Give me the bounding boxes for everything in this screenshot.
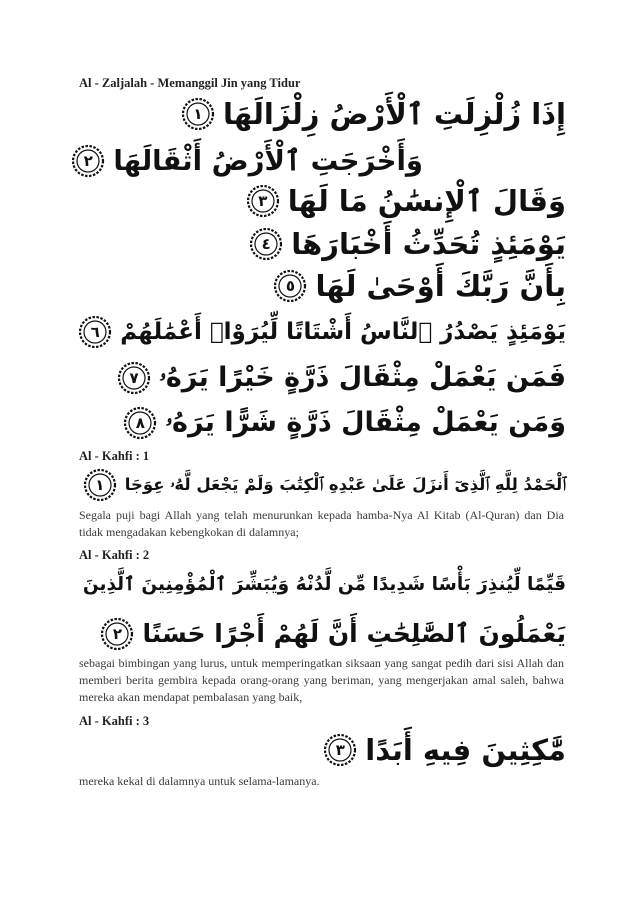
verse-number-marker: ١	[83, 468, 117, 502]
verse-line-8	[123, 401, 566, 445]
verse-text: وَقَالَ ٱلْإِنسَٰنُ مَا لَهَا	[287, 184, 566, 218]
verse-text: يَوْمَئِذٍ يَصْدُرُ ٱلنَّاسُ أَشْتَاتًا لِّيُرَوْا۟ أَعْمَٰلَهُمْ	[120, 319, 566, 345]
section-heading-kahfi-3: Al - Kahfi : 3	[79, 714, 150, 728]
verse-text: مَّٰكِثِينَ فِيهِ أَبَدًا	[365, 733, 566, 767]
section-heading-kahfi-1: Al - Kahfi : 1	[79, 449, 150, 463]
kahfi-2-arabic-line-1	[83, 563, 566, 607]
verse-number-marker: ٢	[71, 144, 105, 178]
verse-text: يَوْمَئِذٍ تُحَدِّثُ أَخْبَارَهَا	[291, 227, 566, 261]
verse-number-marker: ٢	[100, 617, 134, 651]
verse-line-6	[78, 310, 566, 354]
verse-line-1	[181, 92, 566, 136]
verse-number-marker: ١	[181, 97, 215, 131]
verse-number-marker: ٤	[249, 227, 283, 261]
verse-text: بِأَنَّ رَبَّكَ أَوْحَىٰ لَهَا	[315, 269, 566, 303]
verse-text: قَيِّمًا لِّيُنذِرَ بَأْسًا شَدِيدًا مِّن لَّدُنْهُ وَيُبَشِّرَ ٱلْمُؤْمِنِينَ ٱلَّذِينَ	[82, 574, 566, 595]
verse-line-2	[71, 139, 423, 183]
verse-number-marker: ٥	[273, 269, 307, 303]
section-heading-kahfi-2: Al - Kahfi : 2	[79, 548, 150, 562]
kahfi-3-arabic	[323, 728, 566, 772]
kahfi-2-arabic-line-2	[100, 612, 566, 656]
verse-text: يَعْمَلُونَ ٱلصَّٰلِحَٰتِ أَنَّ لَهُمْ أَجْرًا حَسَنًا	[142, 619, 566, 648]
verse-number-marker: ٨	[123, 406, 157, 440]
verse-line-3	[246, 179, 566, 223]
section-heading-zaljalah: Al - Zaljalah - Memanggil Jin yang Tidur	[79, 76, 301, 90]
verse-line-7	[117, 356, 566, 400]
verse-number-marker: ٦	[78, 315, 112, 349]
verse-text: وَمَن يَعْمَلْ مِثْقَالَ ذَرَّةٍ شَرًّا يَرَهُۥ	[165, 407, 566, 438]
verse-number-marker: ٣	[246, 184, 280, 218]
verse-number-marker: ٧	[117, 361, 151, 395]
kahfi-3-translation: mereka kekal di dalamnya untuk selama-lamanya.	[79, 774, 320, 788]
verse-line-4	[249, 222, 566, 266]
kahfi-2-translation: sebagai bimbingan yang lurus, untuk memperingatkan siksaan yang sangat pedih dari sisi Allah dan memberi berita gembira kepada orang-orang yang beriman, yang mengerjakan amal saleh, bahwa mereka akan mendapat pembalasan yang baik,	[79, 656, 564, 704]
verse-text: إِذَا زُلْزِلَتِ ٱلْأَرْضُ زِلْزَالَهَا	[222, 97, 566, 131]
verse-text: فَمَن يَعْمَلْ مِثْقَالَ ذَرَّةٍ خَيْرًا يَرَهُۥ	[159, 362, 566, 393]
verse-line-5	[273, 264, 566, 308]
verse-text: وَأَخْرَجَتِ ٱلْأَرْضُ أَثْقَالَهَا	[113, 145, 423, 177]
kahfi-1-arabic	[83, 463, 566, 507]
verse-text: ٱلْحَمْدُ لِلَّهِ ٱلَّذِىٓ أَنزَلَ عَلَىٰ عَبْدِهِ ٱلْكِتَٰبَ وَلَمْ يَجْعَل لَّهُۥ عِوَجَا	[124, 475, 566, 494]
verse-number-marker: ٣	[323, 733, 357, 767]
kahfi-1-translation: Segala puji bagi Allah yang telah menurunkan kepada hamba-Nya Al Kitab (Al-Quran) dan Dia tidak mengadakan kebengkokan di dalamnya;	[79, 508, 564, 539]
